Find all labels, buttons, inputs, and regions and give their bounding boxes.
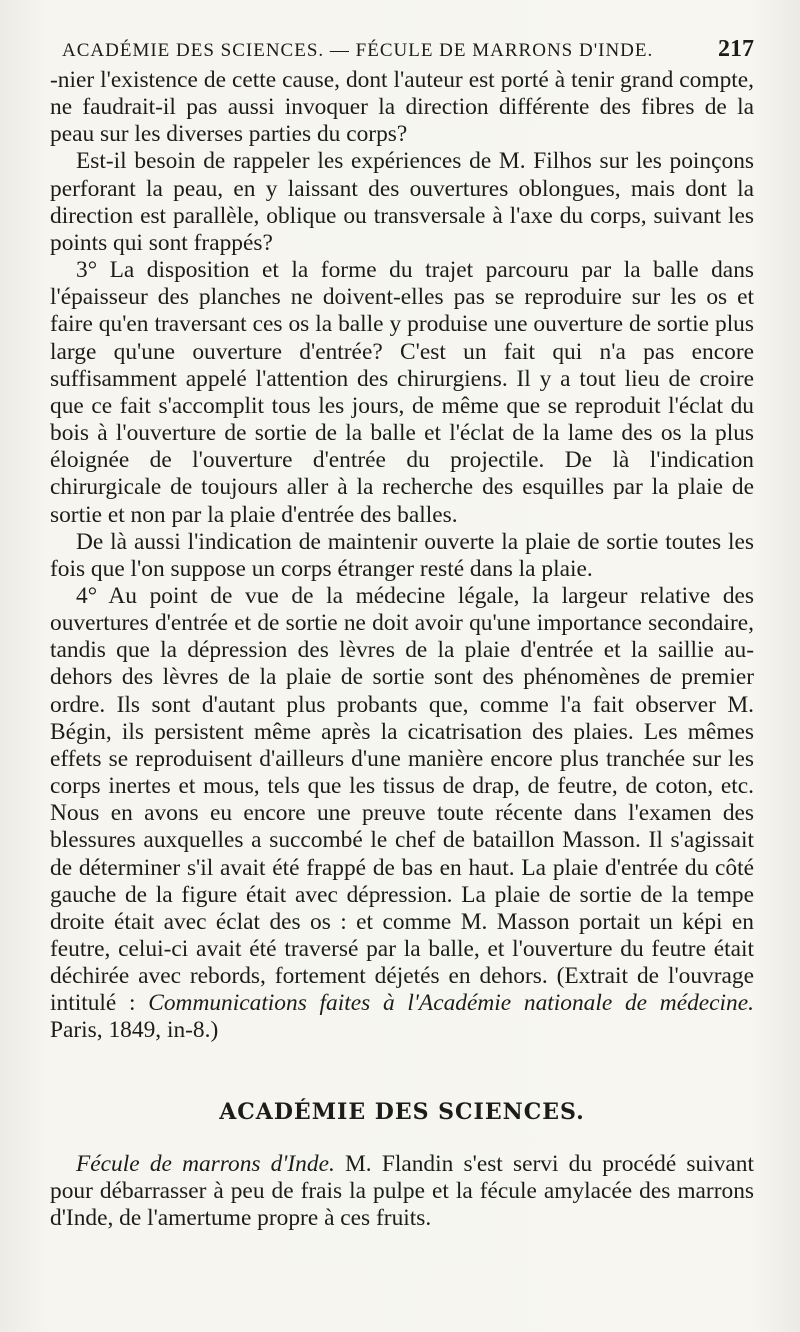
body-text <box>50 67 754 1045</box>
paragraph-3: 3° La disposition et la forme du trajet parcouru par la balle dans l'épaisseur des planches ne doivent-elles pas se reproduire sur les os et faire qu'en traversant ces os la balle y produise une ouverture de sortie plus large qu'une ouverture d'entrée? C'est un fait qui n'a pas encore suffisamment appelé l'attention des chirurgiens. Il y a tout lieu de croire que ce fait s'accomplit tous les jours, de même que se reproduit l'éclat du bois à l'ouverture de sortie de la balle et l'éclat de la lame des os la plus éloignée de l'ouverture d'entrée du projectile. De là l'indication chirurgicale de toujours aller à la recherche des esquilles par la plaie de sortie et non par la plaie d'entrée des balles. <box>50 257 754 528</box>
paragraph-5 <box>50 583 754 1045</box>
section-heading: ACADÉMIE DES SCIENCES. <box>219 1098 585 1125</box>
section-body <box>50 1151 754 1232</box>
section-lead-text: M. Flandin s'est servi du procédé suivant pour débarrasser à peu de frais la pulpe et la fécule amylacée des marrons d'Inde, de l'amertume propre à ces fruits. <box>50 1150 754 1231</box>
page-number: 217 <box>718 36 754 62</box>
paragraph-5-text: 4° Au point de vue de la médecine légale, la largeur relative des ouvertures d'entrée et de sortie ne doit avoir qu'une importance secondaire, tandis que la dépression des lèvres de la plaie d'entrée et la saillie au-dehors des lèvres de la plaie de sortie sont des phénomènes de premier ordre. Ils sont d'autant plus probants que, comme l'a fait observer M. Bégin, ils persistent même après la cicatrisation des plaies. Les mêmes effets se reproduisent d'ailleurs d'une manière encore plus tranchée sur les corps inertes et mous, tels que les tissus de drap, de feutre, de coton, etc. Nous en avons eu encore une preuve toute récente dans l'examen des blessures auxquelles a succombé le chef de bataillon Masson. Il s'agissait de déterminer s'il avait été frappé de bas en haut. La plaie d'entrée du côté gauche de la figure était avec dépression. La plaie de sortie de la tempe droite était avec éclat des os : et comme M. Masson portait un képi en feutre, celui-ci avait été traversé par la balle, et l'ouverture du feutre était déchirée avec rebords, fortement déjetés en dehors. (Extrait de l'ouvrage intitulé : <box>50 582 754 1017</box>
citation-details: Paris, 1849, in-8.) <box>50 1017 219 1044</box>
section-paragraph <box>50 1151 754 1232</box>
running-head <box>50 36 754 63</box>
citation-title: Communications faites à l'Académie nationale de médecine. <box>148 990 754 1017</box>
paragraph-4: De là aussi l'indication de maintenir ouverte la plaie de sortie toutes les fois que l'on suppose un corps étranger resté dans la plaie. <box>50 528 754 582</box>
running-title: ACADÉMIE DES SCIENCES. — FÉCULE DE MARRONS D'INDE. <box>62 40 654 61</box>
paragraph-1: -nier l'existence de cette cause, dont l'auteur est porté à tenir grand compte, ne faudrait-il pas aussi invoquer la direction différente des fibres de la peau sur les diverses parties du corps? <box>50 67 754 148</box>
paragraph-2: Est-il besoin de rappeler les expériences de M. Filhos sur les poinçons perforant la peau, en y laissant des ouvertures oblongues, mais dont la direction est parallèle, oblique ou transversale à l'axe du corps, suivant les points qui sont frappés? <box>50 148 754 256</box>
section-lead-italic: Fécule de marrons d'Inde. <box>76 1150 335 1177</box>
